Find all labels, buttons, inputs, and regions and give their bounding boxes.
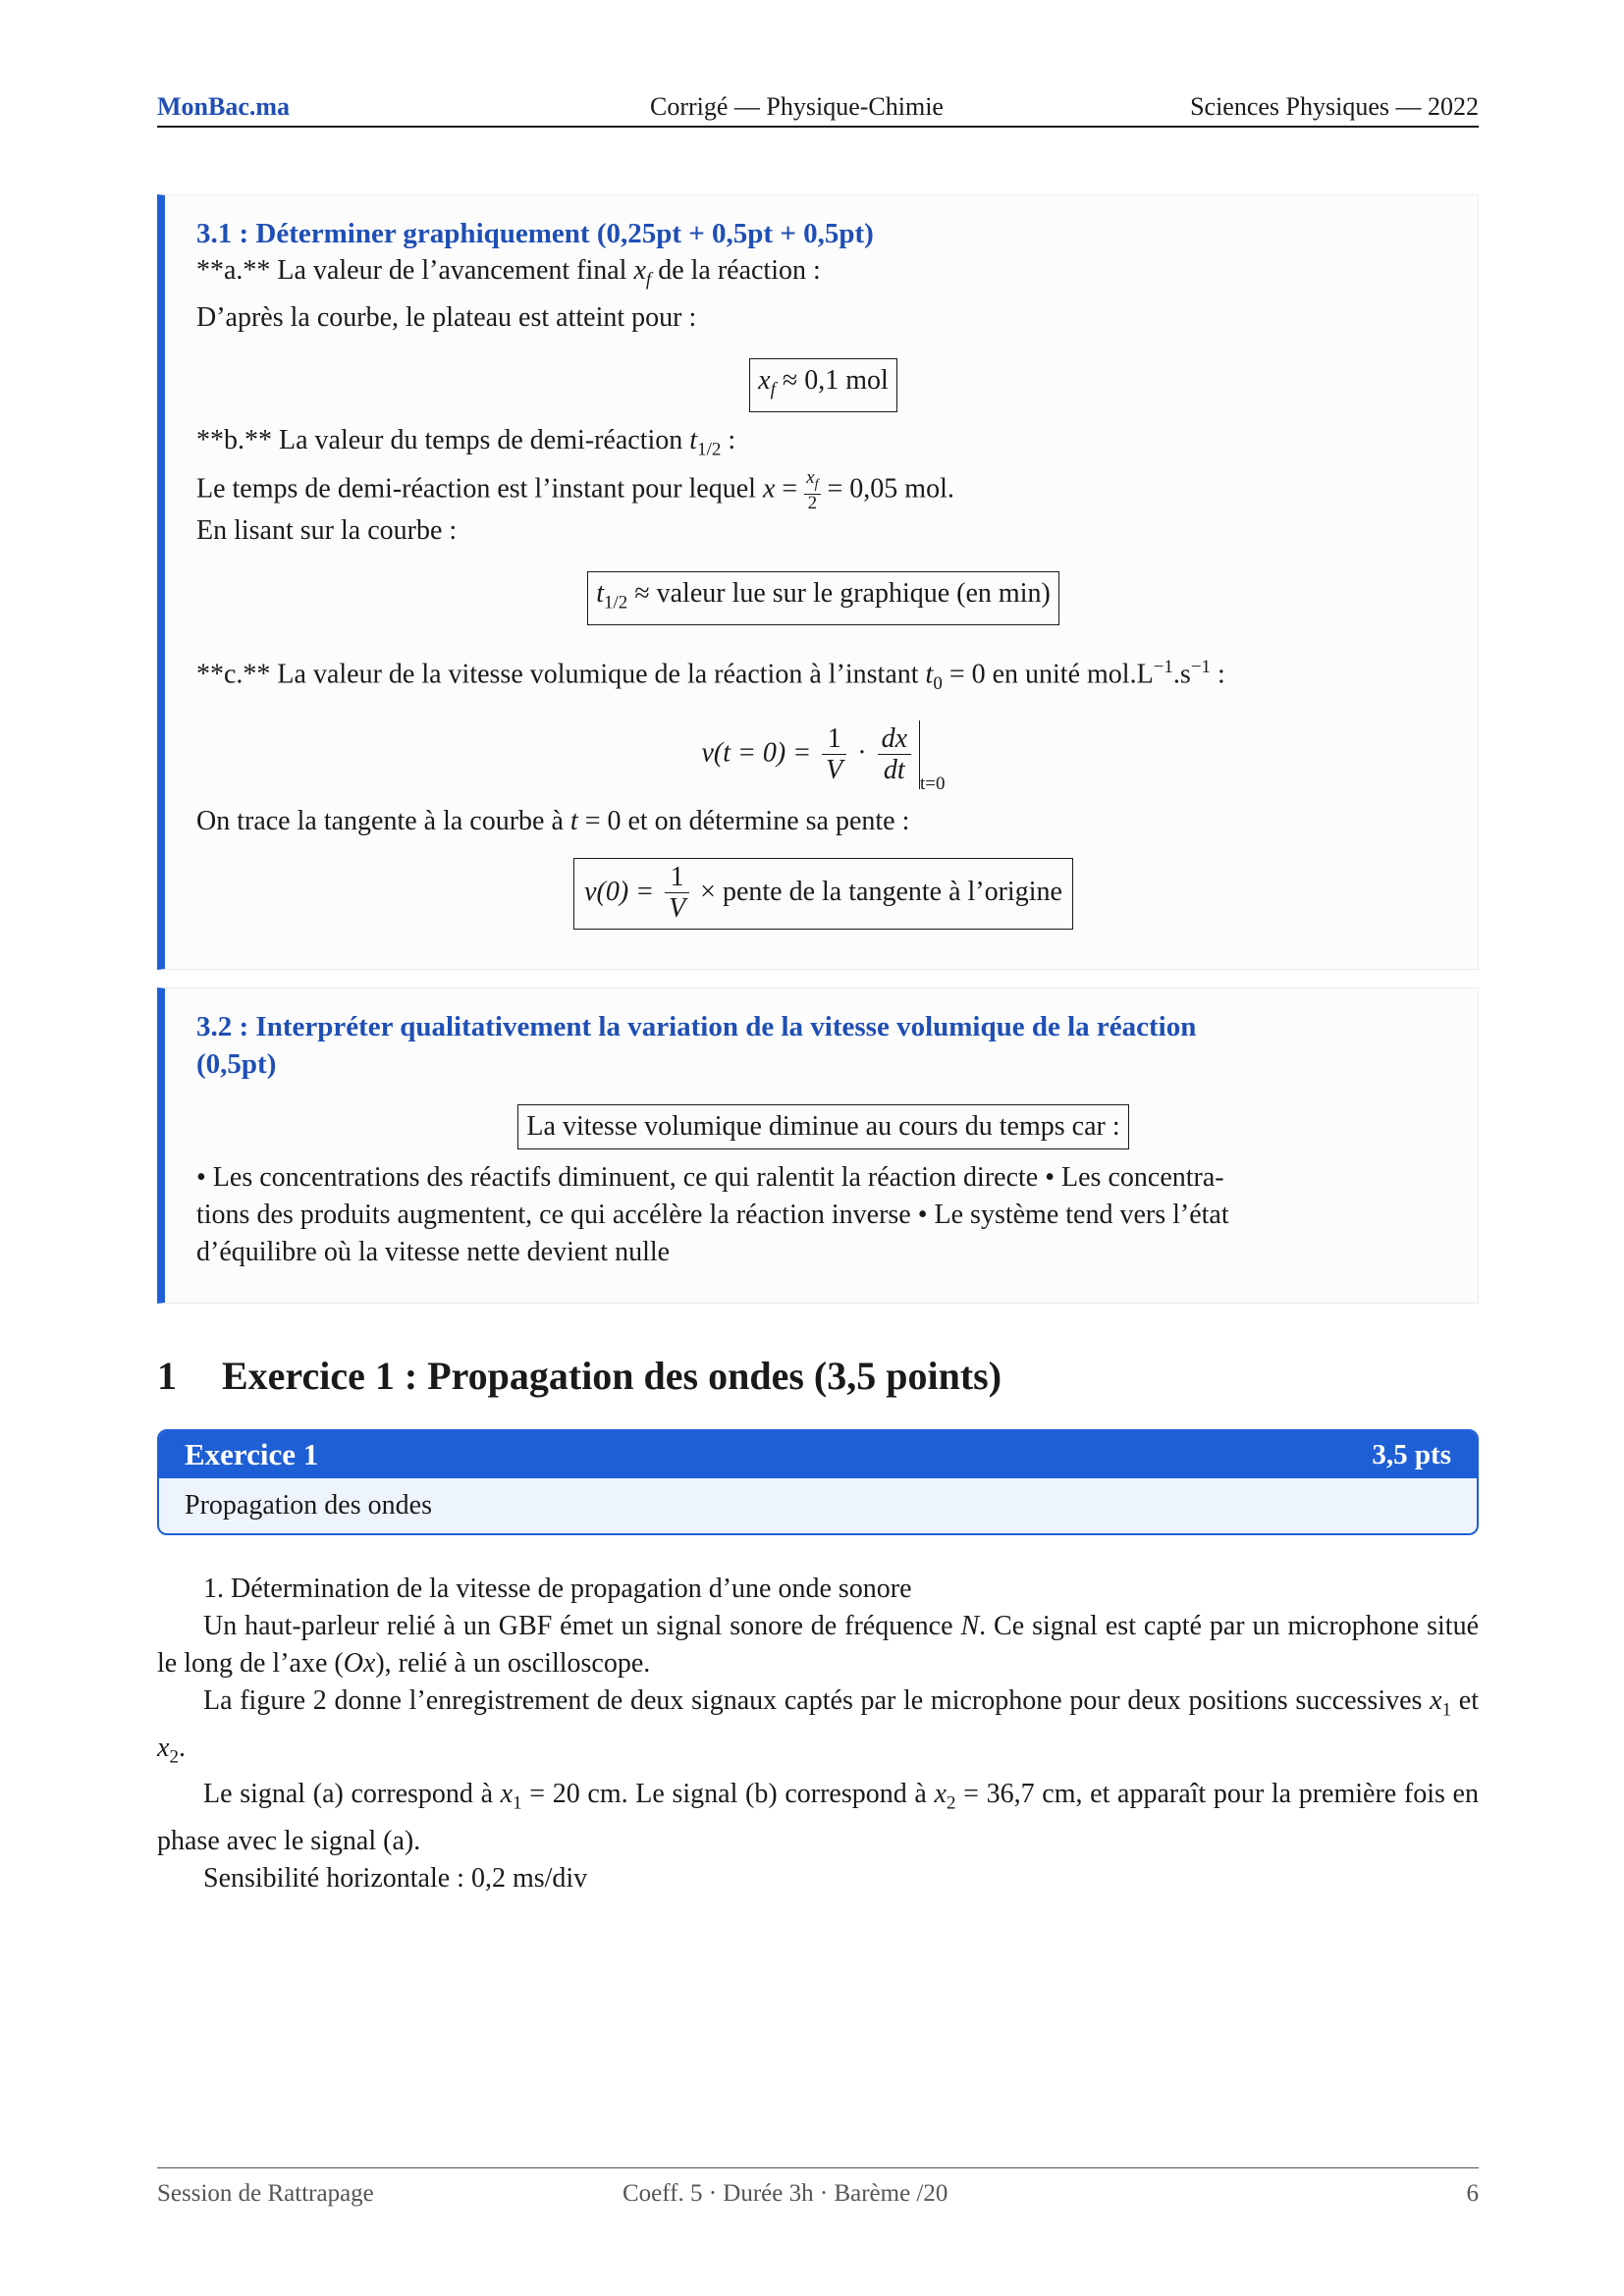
footer-session: Session de Rattrapage bbox=[157, 2180, 374, 2207]
section-number: 1 bbox=[157, 1354, 177, 1398]
var-x: x bbox=[633, 255, 646, 286]
brand-name: MonBac.ma bbox=[157, 92, 291, 121]
explanation-line3: d’équilibre où la vitesse nette devient nulle bbox=[196, 1237, 671, 1267]
frac-den: V bbox=[826, 754, 843, 785]
section-title: Exercice 1 : Propagation des ondes (3,5 points) bbox=[222, 1354, 1002, 1398]
var-x: x bbox=[758, 364, 771, 396]
part-a-label: **a.** La valeur de l’avancement final bbox=[196, 255, 634, 286]
part-a-statement bbox=[196, 252, 1450, 299]
exercise-subtitle: Propagation des ondes bbox=[185, 1490, 432, 1521]
frac-den: dt bbox=[883, 754, 905, 785]
p4-end: = 36,7 cm, et apparaît pour la première fois en phase avec le signal (a). bbox=[157, 1779, 1479, 1856]
fraction-1-over-v bbox=[822, 724, 846, 786]
var-x: x bbox=[1430, 1685, 1442, 1716]
body-paragraph-3 bbox=[157, 1682, 1479, 1776]
part-b-line3: En lisant sur la courbe : bbox=[196, 514, 458, 546]
part-c-statement bbox=[196, 649, 1450, 703]
answer-text: ≈ valeur lue sur le graphique (en min) bbox=[627, 577, 1051, 609]
sub-half: 1/2 bbox=[697, 439, 722, 460]
question-3-2-title-line2: (0,5pt) bbox=[196, 1048, 277, 1080]
dot-operator: · bbox=[850, 737, 874, 769]
explanation-line2: tions des produits augmentent, ce qui accélère la réaction inverse • Le système tend vers l’état bbox=[196, 1200, 1229, 1230]
part-b-tail: : bbox=[721, 425, 736, 456]
body-paragraph-1: 1. Détermination de la vitesse de propagation d’une onde sonore bbox=[203, 1574, 912, 1604]
frac-num-sub: f bbox=[814, 476, 819, 492]
var-ox: Ox bbox=[343, 1648, 376, 1679]
part-a-tail: de la réaction : bbox=[651, 255, 821, 286]
part-c-method bbox=[196, 803, 1450, 840]
p2-post: . Ce signal est capté par un microphone situé le long de l’axe ( bbox=[157, 1611, 1480, 1679]
page-number: 6 bbox=[1466, 2180, 1479, 2207]
var-n: N bbox=[960, 1611, 980, 1641]
fraction-xf-over-2 bbox=[804, 466, 820, 513]
question-3-2-boxed-answer: La vitesse volumique diminue au cours du temps car : bbox=[517, 1104, 1128, 1149]
question-3-2-explanation bbox=[196, 1159, 1450, 1271]
frac-num: dx bbox=[878, 724, 911, 755]
question-3-1-box bbox=[157, 194, 1479, 970]
answer-lhs: v(0) = bbox=[584, 877, 662, 908]
var-t: t bbox=[925, 659, 934, 690]
var-t: t bbox=[569, 806, 578, 837]
page-footer bbox=[157, 2167, 1479, 2208]
p2-end: ), relié à un oscilloscope. bbox=[375, 1648, 651, 1679]
sup-minus-one: −1 bbox=[1153, 657, 1173, 678]
body-paragraph-2 bbox=[157, 1608, 1479, 1682]
body-paragraph-5: Sensibilité horizontale : 0,2 ms/div bbox=[203, 1862, 588, 1894]
var-x: x bbox=[500, 1779, 514, 1810]
question-3-2-title-line1: 3.2 : Interpréter qualitativement la variation de la vitesse volumique de la réaction bbox=[196, 1011, 1197, 1042]
question-3-1-title: 3.1 : Déterminer graphiquement (0,25pt + 0,5pt + 0,5pt) bbox=[196, 218, 874, 249]
part-b-boxed-answer bbox=[587, 571, 1059, 626]
fraction-dx-dt bbox=[878, 724, 911, 786]
part-c-method-post: = 0 et on détermine sa pente : bbox=[577, 806, 910, 837]
p3-mid: et bbox=[1451, 1685, 1479, 1716]
part-c-mid2: .s bbox=[1172, 659, 1191, 690]
sub-1: 1 bbox=[513, 1792, 522, 1814]
velocity-equation bbox=[196, 721, 1450, 799]
var-t: t bbox=[689, 425, 698, 456]
question-3-2-title bbox=[196, 1008, 1450, 1083]
p2-pre: Un haut-parleur relié à un GBF émet un signal sonore de fréquence bbox=[203, 1611, 961, 1641]
var-x: x bbox=[934, 1779, 947, 1810]
sub-1: 1 bbox=[1441, 1699, 1452, 1721]
question-3-2-box bbox=[157, 988, 1479, 1304]
exercise-label: Exercice 1 bbox=[185, 1437, 319, 1471]
var-x: x bbox=[762, 473, 776, 505]
sub-2: 2 bbox=[946, 1792, 956, 1814]
part-b-line2 bbox=[196, 466, 1450, 513]
frac-den: 2 bbox=[807, 492, 818, 513]
part-c-result bbox=[196, 858, 1450, 930]
var-t: t bbox=[596, 577, 604, 609]
body-paragraph-4 bbox=[157, 1776, 1479, 1860]
answer-value: ≈ 0,1 mol bbox=[775, 364, 889, 396]
question-3-2-result bbox=[196, 1104, 1450, 1149]
equation-lhs: v(t = 0) = bbox=[701, 737, 819, 769]
section-heading bbox=[157, 1353, 1001, 1399]
evaluation-sub: t=0 bbox=[920, 774, 946, 795]
footer-coefficients: Coeff. 5 · Durée 3h · Barème /20 bbox=[623, 2180, 948, 2207]
part-c-tail: : bbox=[1211, 659, 1225, 690]
part-b-line2-post: = 0,05 mol. bbox=[820, 473, 954, 505]
part-c-label: **c.** La valeur de la vitesse volumique de la réaction à l’instant bbox=[196, 659, 926, 690]
part-b-line2-pre: Le temps de demi-réaction est l’instant pour lequel bbox=[196, 473, 763, 505]
fraction-1-over-v bbox=[665, 863, 689, 925]
sub-half: 1/2 bbox=[603, 592, 628, 614]
p4-mid: = 20 cm. Le signal (b) correspond à bbox=[521, 1779, 935, 1810]
p3-pre: La figure 2 donne l’enregistrement de deux signaux captés par le microphone pour deux positions successives bbox=[203, 1685, 1431, 1716]
sub-2: 2 bbox=[169, 1746, 179, 1768]
header-series: Sciences Physiques — 2022 bbox=[1190, 92, 1479, 121]
exercise-body bbox=[157, 1571, 1479, 1897]
part-b-result bbox=[196, 571, 1450, 626]
p3-end: . bbox=[178, 1732, 186, 1763]
frac-num: x bbox=[806, 466, 815, 488]
part-c-boxed-answer bbox=[573, 858, 1073, 930]
p4-pre: Le signal (a) correspond à bbox=[203, 1779, 501, 1810]
part-a-line2: D’après la courbe, le plateau est atteint pour : bbox=[196, 301, 697, 333]
part-c-mid: = 0 en unité mol.L bbox=[942, 659, 1154, 690]
equals-sign: = bbox=[775, 473, 805, 505]
frac-num: 1 bbox=[822, 724, 846, 755]
sub-0: 0 bbox=[933, 673, 943, 695]
explanation-line1: • Les concentrations des réactifs diminuent, ce qui ralentit la réaction directe • Les concentra- bbox=[196, 1162, 1224, 1193]
part-b-statement bbox=[196, 422, 1450, 469]
sub-f: f bbox=[645, 269, 652, 291]
header-subject: Corrigé — Physique-Chimie bbox=[650, 92, 944, 121]
answer-text: × pente de la tangente à l’origine bbox=[693, 877, 1062, 908]
exercise-banner-header bbox=[159, 1431, 1477, 1478]
sub-f: f bbox=[770, 379, 776, 400]
part-a-boxed-answer bbox=[749, 358, 897, 413]
exercise-points: 3,5 pts bbox=[1372, 1439, 1451, 1470]
exercise-banner bbox=[157, 1429, 1479, 1535]
part-a-result bbox=[196, 358, 1450, 413]
sup-minus-one: −1 bbox=[1190, 657, 1212, 678]
frac-den: V bbox=[669, 893, 686, 925]
part-c-method-pre: On trace la tangente à la courbe à bbox=[196, 806, 570, 837]
page-header bbox=[157, 90, 1479, 128]
frac-num: 1 bbox=[665, 863, 689, 893]
var-x: x bbox=[157, 1732, 170, 1763]
part-b-label: **b.** La valeur du temps de demi-réaction bbox=[196, 425, 690, 456]
